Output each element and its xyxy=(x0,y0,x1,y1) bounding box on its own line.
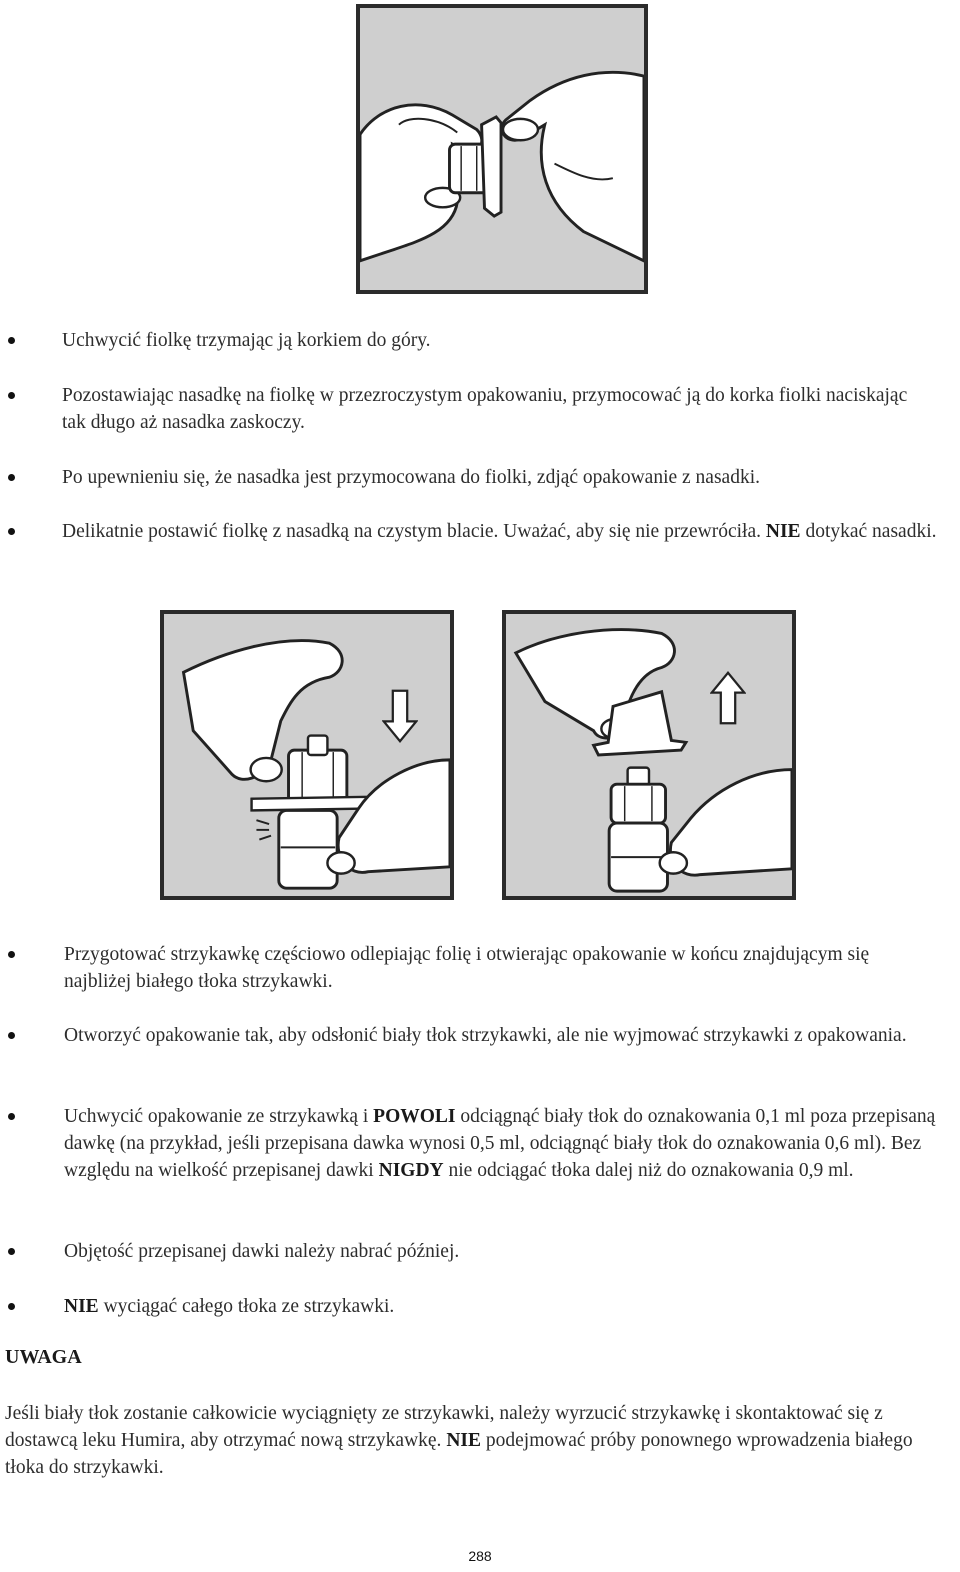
note-text-part: podejmować próby ponownego wprowadzenia białego tłoka do strzykawki. xyxy=(5,1430,913,1478)
step-text xyxy=(64,1103,956,1184)
step-text-part: wyciągać całego tłoka ze strzykawki. xyxy=(98,1296,395,1317)
bullet xyxy=(8,528,15,535)
emphasis-not: NIE xyxy=(64,1296,99,1317)
bullet xyxy=(8,1113,15,1120)
step-text-part: Delikatnie postawić fiolkę z nasadką na czystym blacie. Uważać, aby się nie przewróciła. xyxy=(62,521,766,542)
emphasis-never: NIGDY xyxy=(378,1160,444,1181)
bullet xyxy=(8,1303,15,1310)
step-text: Otworzyć opakowanie tak, aby odsłonić biały tłok strzykawki, ale nie wyjmować strzykawki z opakowania. xyxy=(64,1025,907,1046)
bullet xyxy=(8,474,15,481)
figure-remove-packaging xyxy=(502,610,796,900)
step-text: Objętość przepisanej dawki należy nabrać później. xyxy=(64,1241,460,1262)
bullet xyxy=(8,1248,15,1255)
step-text-part: dotykać nasadki. xyxy=(800,521,937,542)
up-arrow-icon xyxy=(710,670,746,726)
bullet xyxy=(8,392,15,399)
figure-press-adapter xyxy=(160,610,454,900)
note-heading: UWAGA xyxy=(5,1346,82,1368)
note-text xyxy=(5,1400,940,1481)
figure-attach-adapter xyxy=(356,4,648,294)
emphasis-not: NIE xyxy=(446,1430,481,1451)
step-text-part: odciągnąć biały tłok do oznakowania 0,1 ml poza przepisaną dawkę (na przykład, jeśli przepisana dawka wynosi 0,5 ml, odciągnąć biały tłok do oznakowania 0,6 ml). Bez względu na wielkość przepisanej dawki xyxy=(64,1106,936,1181)
emphasis-not: NIE xyxy=(765,521,801,542)
bullet xyxy=(8,337,15,344)
down-arrow-icon xyxy=(382,688,418,744)
note-text-part: Jeśli biały tłok zostanie całkowicie wyciągnięty ze strzykawki, należy wyrzucić strzykawkę i skontaktować się z dostawcą leku Humira, aby otrzymać nową strzykawkę. xyxy=(5,1403,883,1451)
illustration-remove-packaging xyxy=(506,614,792,896)
step-text-part: nie odciągać tłoka dalej niż do oznakowania 0,9 ml. xyxy=(443,1160,854,1181)
bullet xyxy=(8,951,15,958)
page-number: 288 xyxy=(468,1548,492,1564)
step-text xyxy=(62,518,942,545)
illustration-press-adapter xyxy=(164,614,450,896)
step-text xyxy=(64,1293,944,1320)
step-text: Przygotować strzykawkę częściowo odlepiając folię i otwierając opakowanie w końcu znajdującym się najbliżej białego tłoka strzykawki. xyxy=(64,944,870,992)
step-text: Po upewnieniu się, że nasadka jest przymocowana do fiolki, zdjąć opakowanie z nasadki. xyxy=(62,467,760,488)
bullet xyxy=(8,1032,15,1039)
emphasis-slowly: POWOLI xyxy=(373,1106,456,1127)
step-text-part: Uchwycić opakowanie ze strzykawką i xyxy=(64,1106,374,1127)
step-text: Uchwycić fiolkę trzymając ją korkiem do góry. xyxy=(62,330,431,351)
illustration-hands-vial-adapter xyxy=(360,8,644,290)
step-text: Pozostawiając nasadkę na fiolkę w przezroczystym opakowaniu, przymocować ją do korka fiolki naciskając tak długo aż nasadka zaskoczy. xyxy=(62,385,908,433)
